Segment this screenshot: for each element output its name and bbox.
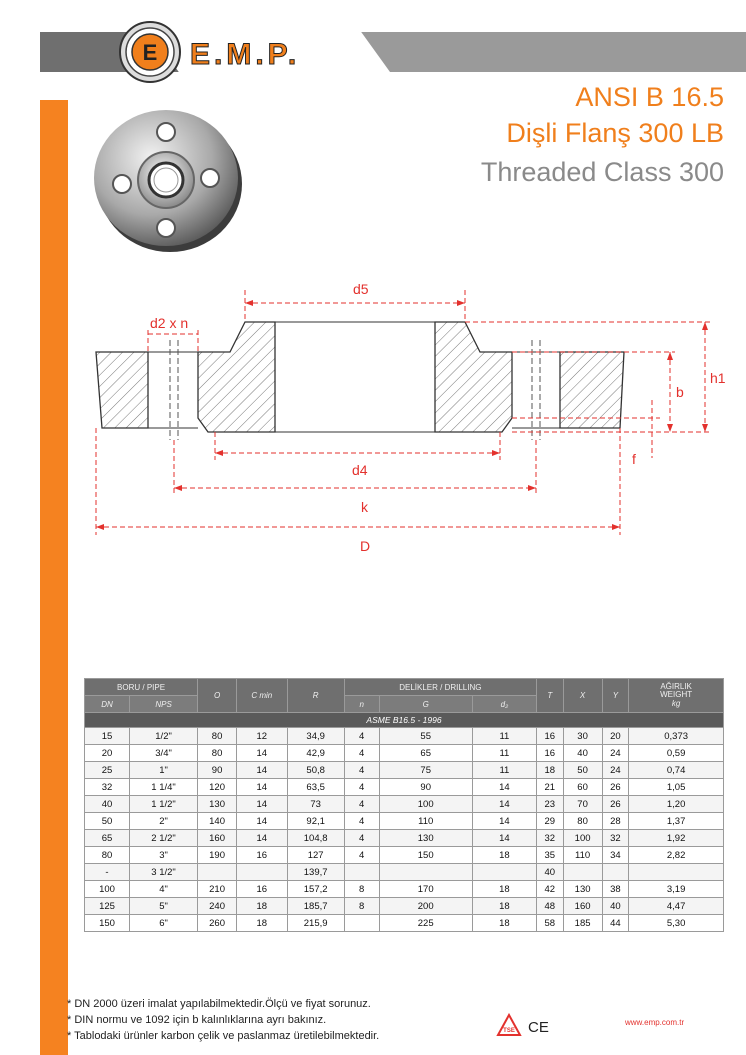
- label-f: f: [632, 451, 636, 467]
- table-cell: 80: [85, 847, 130, 864]
- label-d2n: d2 x n: [150, 315, 189, 331]
- side-accent-bar: [40, 100, 68, 1055]
- table-cell: 32: [85, 779, 130, 796]
- table-cell: 130: [198, 796, 237, 813]
- table-cell: 63,5: [287, 779, 344, 796]
- table-row: [85, 864, 724, 881]
- table-cell: 70: [563, 796, 602, 813]
- table-cell: 80: [563, 813, 602, 830]
- table-cell: 2": [130, 813, 198, 830]
- table-cell: 18: [237, 898, 288, 915]
- footnote: * Tablodaki ürünler karbon çelik ve paslanmaz üretilebilmektedir.: [67, 1030, 380, 1042]
- table-cell: 35: [536, 847, 563, 864]
- table-cell: 1,20: [629, 796, 724, 813]
- table-cell: [563, 864, 602, 881]
- certification-marks: [496, 1013, 552, 1042]
- table-cell: 130: [379, 830, 472, 847]
- footnote: * DIN normu ve 1092 için b kalınlıklarına ayrı bakınız.: [67, 1014, 327, 1026]
- table-cell: 260: [198, 915, 237, 932]
- table-cell: [344, 864, 379, 881]
- header-weight-unit: kg: [671, 699, 681, 708]
- header-g: G: [379, 696, 472, 713]
- table-row: [85, 881, 724, 898]
- label-d5: d5: [353, 281, 369, 297]
- table-cell: 48: [536, 898, 563, 915]
- table-cell: 60: [563, 779, 602, 796]
- table-cell: 14: [237, 796, 288, 813]
- table-cell: 15: [85, 728, 130, 745]
- table-cell: 2 1/2": [130, 830, 198, 847]
- table-row: [85, 847, 724, 864]
- table-cell: 160: [563, 898, 602, 915]
- label-D: D: [360, 538, 371, 554]
- table-cell: 125: [85, 898, 130, 915]
- table-cell: 100: [85, 881, 130, 898]
- table-cell: 100: [379, 796, 472, 813]
- table-cell: 65: [379, 745, 472, 762]
- table-cell: 30: [563, 728, 602, 745]
- header-d2: d₂: [472, 696, 536, 713]
- header-t: T: [536, 679, 563, 713]
- table-cell: 2,82: [629, 847, 724, 864]
- header-weight: [629, 679, 724, 713]
- table-row: [85, 762, 724, 779]
- table-cell: 4: [344, 779, 379, 796]
- table-cell: 14: [237, 779, 288, 796]
- table-cell: 14: [472, 779, 536, 796]
- header-nps: NPS: [130, 696, 198, 713]
- table-cell: 215,9: [287, 915, 344, 932]
- table-cell: 44: [602, 915, 629, 932]
- table-cell: 4: [344, 847, 379, 864]
- table-row: [85, 728, 724, 745]
- table-cell: 20: [602, 728, 629, 745]
- table-cell: [379, 864, 472, 881]
- ce-icon: CE: [528, 1019, 549, 1036]
- table-cell: 130: [563, 881, 602, 898]
- table-row: [85, 915, 724, 932]
- table-cell: 28: [602, 813, 629, 830]
- table-cell: 50: [563, 762, 602, 779]
- header-n: n: [344, 696, 379, 713]
- table-cell: 1,05: [629, 779, 724, 796]
- table-cell: 18: [536, 762, 563, 779]
- table-cell: 225: [379, 915, 472, 932]
- table-row: [85, 830, 724, 847]
- table-cell: 140: [198, 813, 237, 830]
- table-cell: 58: [536, 915, 563, 932]
- table-cell: 14: [472, 830, 536, 847]
- table-cell: 55: [379, 728, 472, 745]
- footnotes: [67, 996, 379, 1044]
- table-cell: [629, 864, 724, 881]
- table-cell: 4,47: [629, 898, 724, 915]
- table-cell: 6": [130, 915, 198, 932]
- table-cell: 14: [237, 762, 288, 779]
- table-cell: 170: [379, 881, 472, 898]
- table-cell: 100: [563, 830, 602, 847]
- table-row: [85, 898, 724, 915]
- table-cell: 21: [536, 779, 563, 796]
- header-bar-right: [355, 32, 746, 72]
- table-cell: 0,59: [629, 745, 724, 762]
- table-cell: 42,9: [287, 745, 344, 762]
- table-cell: 8: [344, 881, 379, 898]
- logo-letter: E: [142, 40, 158, 65]
- table-cell: 40: [85, 796, 130, 813]
- table-cell: 24: [602, 762, 629, 779]
- table-cell: 92,1: [287, 813, 344, 830]
- header-o: O: [198, 679, 237, 713]
- header-y: Y: [602, 679, 629, 713]
- table-cell: 139,7: [287, 864, 344, 881]
- table-cell: 16: [536, 745, 563, 762]
- header-pipe: BORU / PIPE: [85, 679, 198, 696]
- table-cell: 40: [536, 864, 563, 881]
- brand-name: E.M.P.: [190, 38, 301, 71]
- table-cell: 127: [287, 847, 344, 864]
- table-cell: 75: [379, 762, 472, 779]
- footnote: * DN 2000 üzeri imalat yapılabilmektedir.Ölçü ve fiyat sorunuz.: [67, 998, 371, 1010]
- table-cell: 1,92: [629, 830, 724, 847]
- table-cell: 90: [379, 779, 472, 796]
- header-cmin: C min: [237, 679, 288, 713]
- table-cell: 11: [472, 745, 536, 762]
- label-k: k: [361, 499, 368, 515]
- header-x: X: [563, 679, 602, 713]
- table-cell: [602, 864, 629, 881]
- header-r: R: [287, 679, 344, 713]
- table-cell: 11: [472, 762, 536, 779]
- table-cell: 4: [344, 813, 379, 830]
- table-cell: 23: [536, 796, 563, 813]
- dimension-table: [84, 678, 724, 932]
- table-cell: 38: [602, 881, 629, 898]
- standard-row: ASME B16.5 - 1996: [85, 713, 724, 728]
- table-row: [85, 745, 724, 762]
- table-cell: 18: [472, 915, 536, 932]
- table-cell: 240: [198, 898, 237, 915]
- table-cell: 32: [602, 830, 629, 847]
- table-cell: 4": [130, 881, 198, 898]
- table-cell: 3,19: [629, 881, 724, 898]
- table-cell: 14: [237, 745, 288, 762]
- table-cell: 26: [602, 779, 629, 796]
- table-cell: [472, 864, 536, 881]
- table-cell: 120: [198, 779, 237, 796]
- table-cell: 18: [237, 915, 288, 932]
- title-product-en: Threaded Class 300: [480, 157, 724, 187]
- table-cell: [198, 864, 237, 881]
- table-cell: 5,30: [629, 915, 724, 932]
- table-cell: 200: [379, 898, 472, 915]
- table-cell: 3 1/2": [130, 864, 198, 881]
- label-d4: d4: [352, 462, 368, 478]
- table-cell: 90: [198, 762, 237, 779]
- flange-section: [96, 322, 624, 440]
- table-cell: 16: [237, 881, 288, 898]
- table-cell: 80: [198, 728, 237, 745]
- label-h1: h1: [710, 370, 726, 386]
- table-cell: 3": [130, 847, 198, 864]
- logo-icon: [118, 20, 182, 84]
- table-cell: 50,8: [287, 762, 344, 779]
- table-cell: 11: [472, 728, 536, 745]
- table-cell: 4: [344, 762, 379, 779]
- table-cell: 73: [287, 796, 344, 813]
- table-cell: 5": [130, 898, 198, 915]
- table-cell: 20: [85, 745, 130, 762]
- table-cell: 18: [472, 847, 536, 864]
- table-cell: 1,37: [629, 813, 724, 830]
- table-cell: 29: [536, 813, 563, 830]
- label-b: b: [676, 384, 684, 400]
- table-cell: 150: [379, 847, 472, 864]
- table-cell: 26: [602, 796, 629, 813]
- tse-label: TSE: [503, 1028, 515, 1034]
- table-cell: 1 1/4": [130, 779, 198, 796]
- table-cell: [344, 915, 379, 932]
- table-cell: 14: [472, 813, 536, 830]
- table-cell: 110: [379, 813, 472, 830]
- header-weight-label: AĞIRLIK WEIGHT: [660, 682, 693, 699]
- table-cell: 157,2: [287, 881, 344, 898]
- table-cell: 18: [472, 881, 536, 898]
- table-cell: 16: [536, 728, 563, 745]
- table-cell: 8: [344, 898, 379, 915]
- table-cell: 150: [85, 915, 130, 932]
- title-standard: ANSI B 16.5: [575, 82, 724, 112]
- table-cell: 40: [563, 745, 602, 762]
- table-cell: 42: [536, 881, 563, 898]
- table-cell: 4: [344, 728, 379, 745]
- table-cell: 1/2": [130, 728, 198, 745]
- table-cell: 1": [130, 762, 198, 779]
- table-cell: 104,8: [287, 830, 344, 847]
- title-product-tr: Dişli Flanş 300 LB: [506, 118, 724, 148]
- table-cell: 80: [198, 745, 237, 762]
- table-cell: 190: [198, 847, 237, 864]
- table-cell: 0,373: [629, 728, 724, 745]
- table-cell: 4: [344, 796, 379, 813]
- table-cell: 34: [602, 847, 629, 864]
- table-cell: 3/4": [130, 745, 198, 762]
- header-drilling: DELİKLER / DRILLING: [344, 679, 536, 696]
- flange-photo: [88, 100, 248, 260]
- table-cell: 18: [472, 898, 536, 915]
- header-dn: DN: [85, 696, 130, 713]
- table-cell: 16: [237, 847, 288, 864]
- table-cell: 4: [344, 830, 379, 847]
- table-cell: 50: [85, 813, 130, 830]
- table-cell: -: [85, 864, 130, 881]
- table-cell: 210: [198, 881, 237, 898]
- table-cell: 185: [563, 915, 602, 932]
- table-cell: 24: [602, 745, 629, 762]
- table-cell: 14: [472, 796, 536, 813]
- table-row: [85, 796, 724, 813]
- table-cell: 185,7: [287, 898, 344, 915]
- table-cell: 12: [237, 728, 288, 745]
- table-cell: 110: [563, 847, 602, 864]
- website-url: www.emp.com.tr: [625, 1018, 685, 1027]
- table-row: [85, 813, 724, 830]
- table-cell: 25: [85, 762, 130, 779]
- table-cell: [237, 864, 288, 881]
- table-cell: 160: [198, 830, 237, 847]
- table-cell: 65: [85, 830, 130, 847]
- table-cell: 0,74: [629, 762, 724, 779]
- table-cell: 1 1/2": [130, 796, 198, 813]
- table-cell: 32: [536, 830, 563, 847]
- table-row: [85, 779, 724, 796]
- table-cell: 40: [602, 898, 629, 915]
- table-cell: 14: [237, 830, 288, 847]
- table-cell: 4: [344, 745, 379, 762]
- table-cell: 14: [237, 813, 288, 830]
- technical-drawing: [80, 270, 740, 570]
- table-cell: 34,9: [287, 728, 344, 745]
